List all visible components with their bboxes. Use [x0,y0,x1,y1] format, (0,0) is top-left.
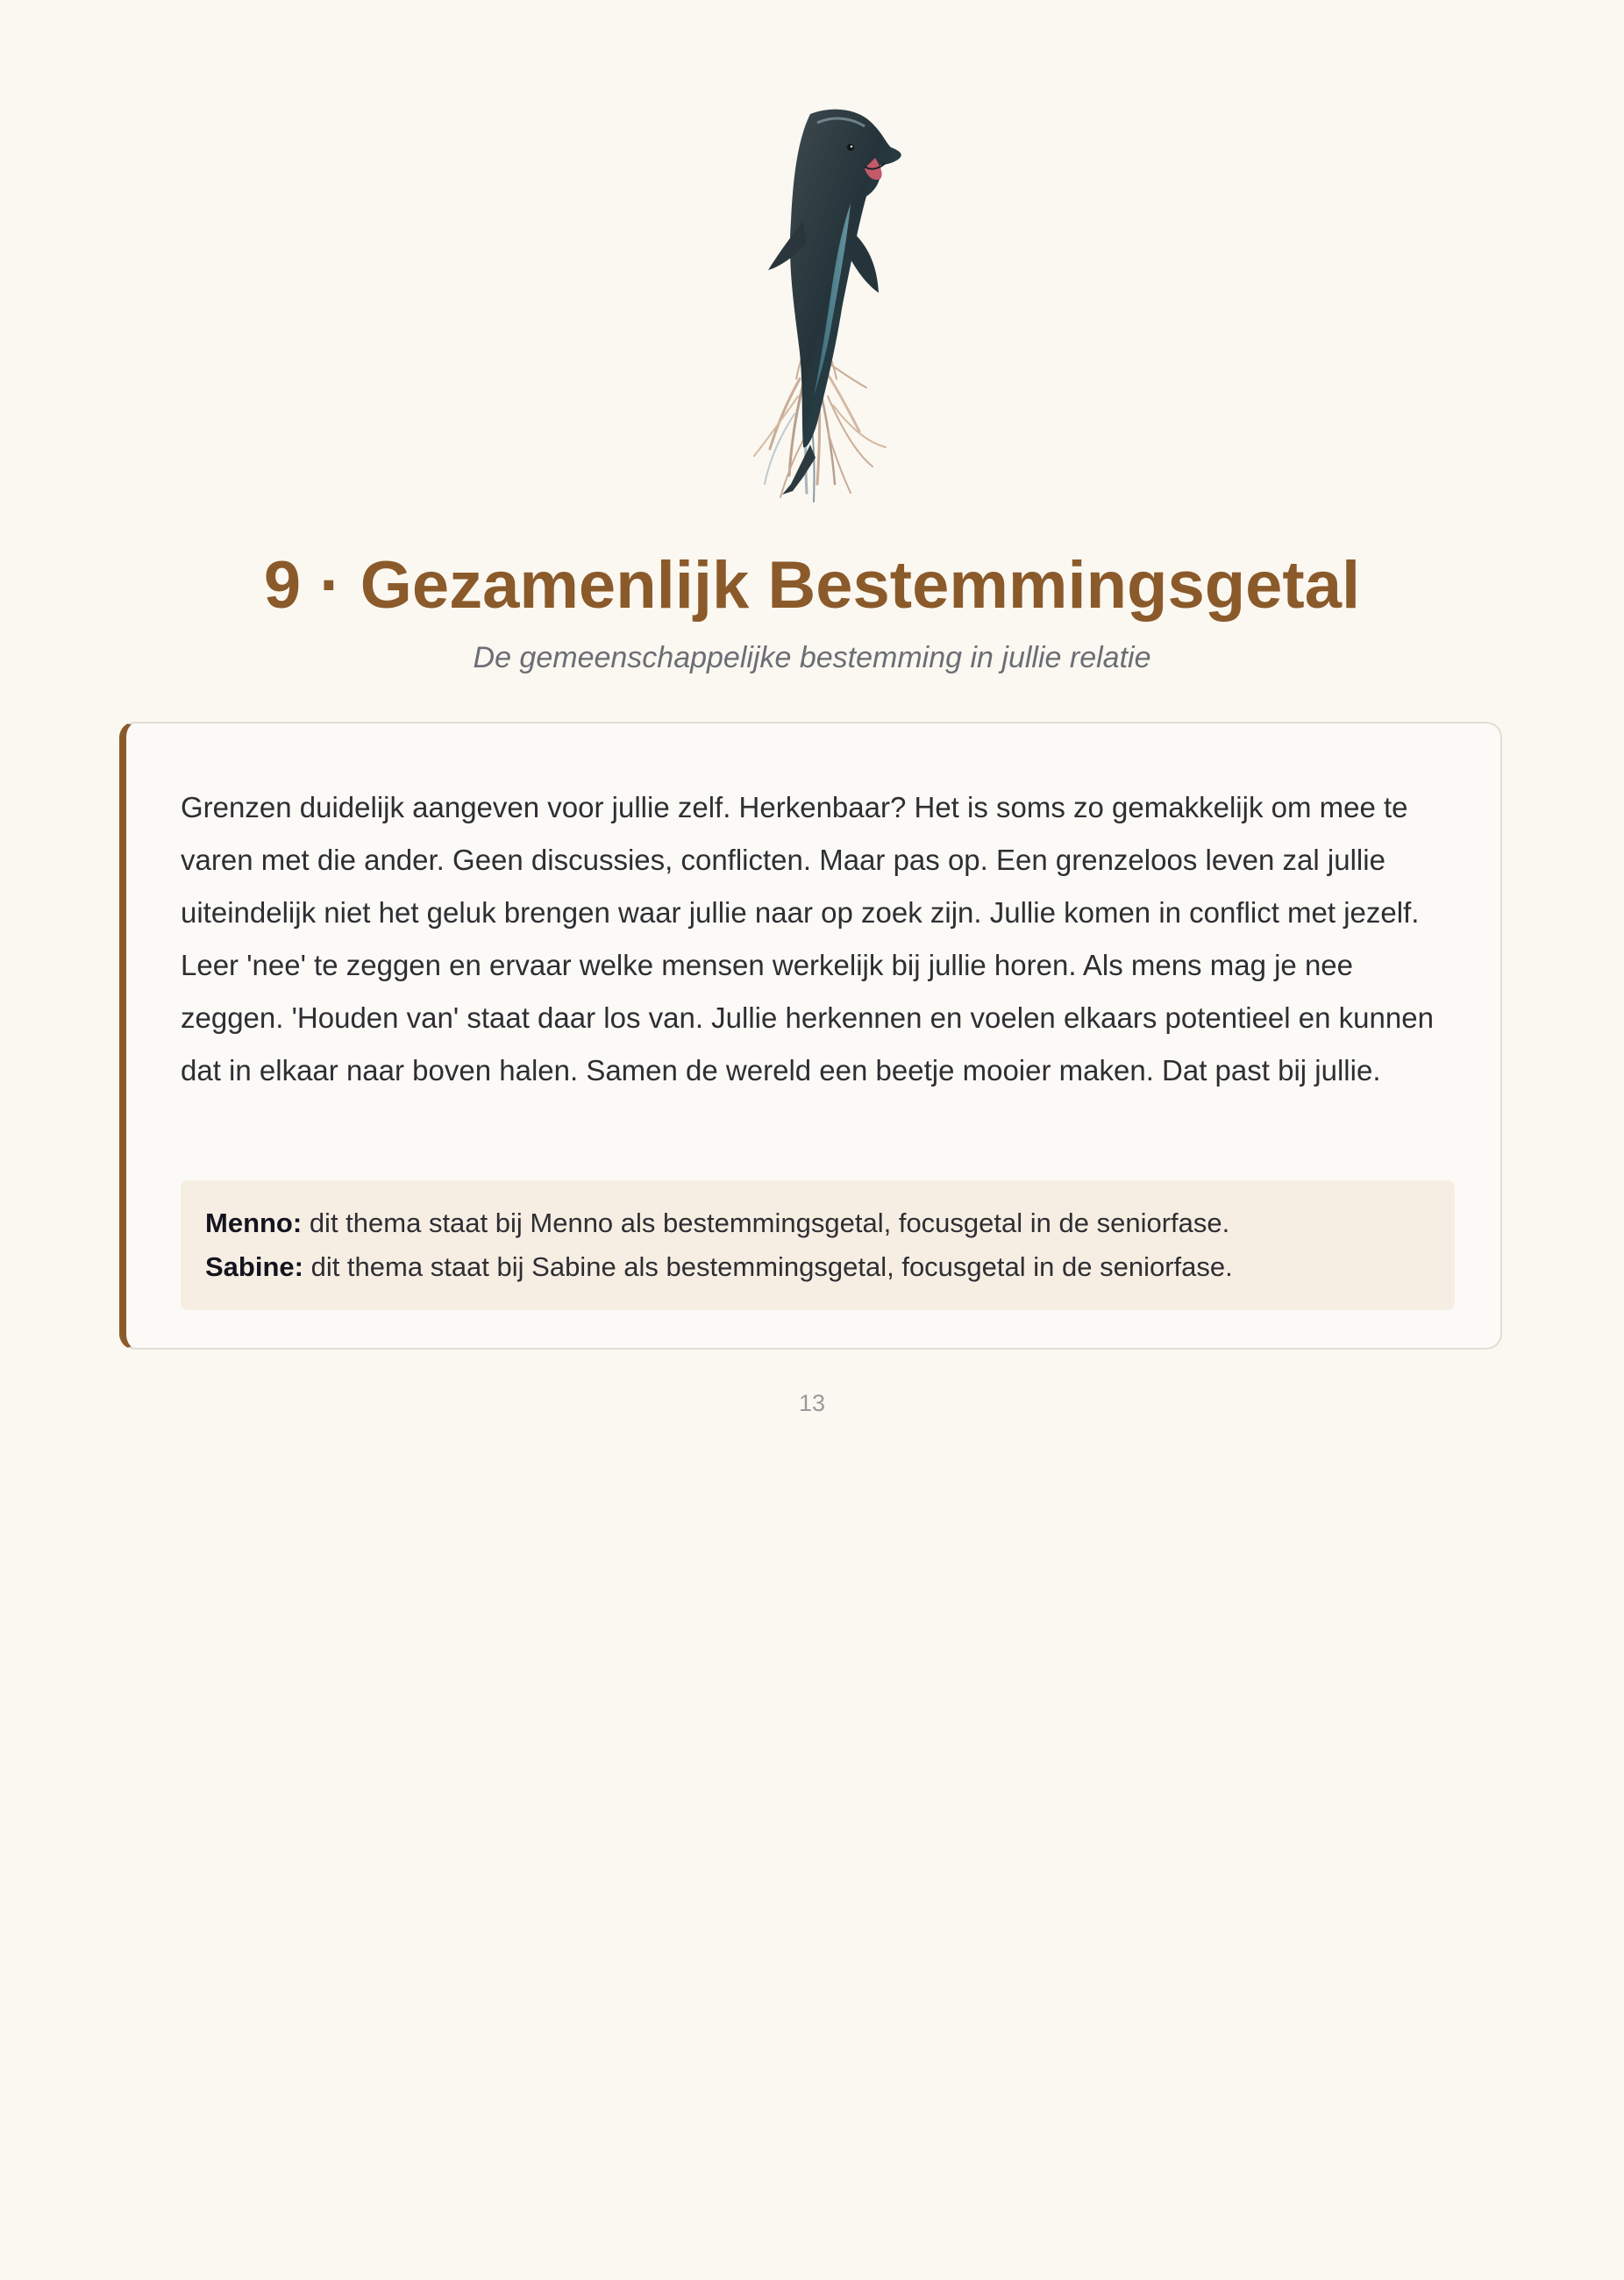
page-number: 13 [798,1390,826,1416]
person-notes-box [181,1180,1455,1310]
theme-card [119,722,1502,1350]
page-subtitle: De gemeenschappelijke bestemming in jullie relatie [473,641,1151,674]
note-line-sabine [205,1245,1430,1289]
dolphin-icon [719,98,912,510]
note-line-menno [205,1201,1430,1245]
page-title: 9 · Gezamenlijk Bestemmingsgetal [263,548,1361,623]
note-text-menno: dit thema staat bij Menno als bestemmingsgetal, focusgetal in de seniorfase. [302,1208,1230,1238]
card-body-text: Grenzen duidelijk aangeven voor jullie zelf. Herkenbaar? Het is soms zo gemakkelijk om mee te varen met die ander. Geen discussies, conflicten. Maar pas op. Een grenzeloos leven zal jullie uiteindelijk niet het geluk brengen waar jullie naar op zoek zijn. Jullie komen in conflict met jezelf. Leer 'nee' te zeggen en ervaar welke mensen werkelijk bij jullie horen. Als mens mag je nee zeggen. 'Houden van' staat daar los van. Jullie herkennen en voelen elkaars potentieel en kunnen dat in elkaar naar boven halen. Samen de wereld een beetje mooier maken. Dat past bij jullie. [181,791,1434,1087]
dolphin-illustration [719,98,912,510]
note-text-sabine: dit thema staat bij Sabine als bestemmingsgetal, focusgetal in de seniorfase. [303,1251,1233,1282]
note-name-sabine: Sabine: [205,1251,303,1282]
note-name-menno: Menno: [205,1208,303,1238]
